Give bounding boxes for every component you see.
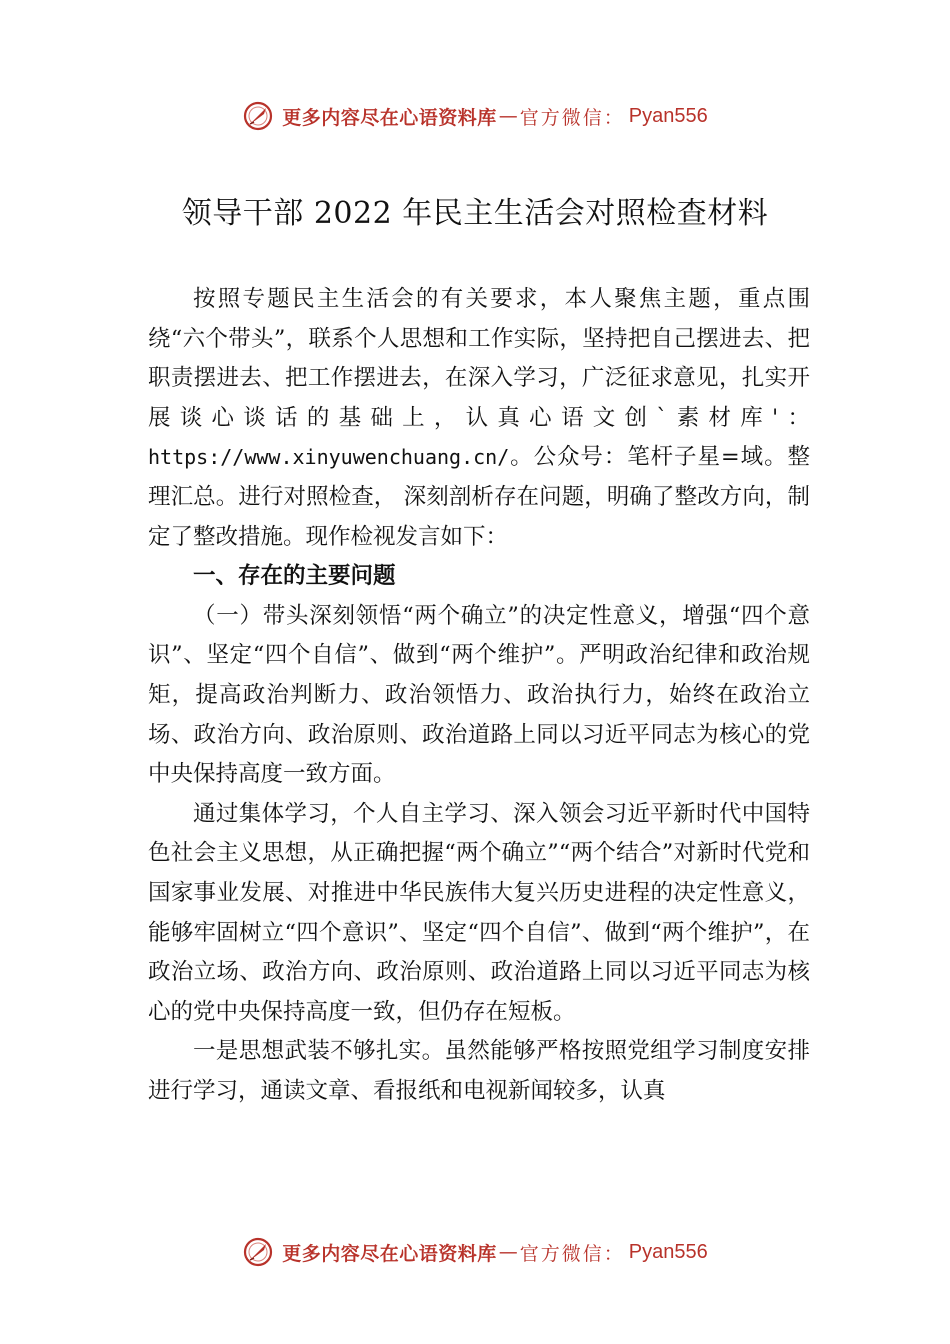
banner-wechat-account: Pyan556: [628, 1240, 708, 1263]
intro-text-b: 。公众号：笔杆子星=域。整理汇总。进行对照检查， 深刻剖析存在问题，明确了整改方向，制定了整改措施。现作检视发言如下：: [148, 444, 810, 550]
section-heading: 一、存在的主要问题: [193, 563, 396, 590]
intro-text-a: 按照专题民主生活会的有关要求，本人聚焦主题，重点围绕“六个带头”，联系个人思想和工作实际，坚持把自己摆进去、把职责摆进去、把工作摆进去，在深入学习，广泛征求意见，扎实开展谈心谈话的基础上，认真心语文创`素材库'：: [148, 286, 810, 431]
banner-wechat-label: 官方微信：: [519, 1242, 625, 1265]
banner-brand: 更多内容尽在心语资料库: [282, 1242, 497, 1265]
body-paragraph-3: 一是思想武装不够扎实。虽然能够严格按照党组学习制度安排进行学习，通读文章、看报纸和电视新闻较多，认真: [148, 1038, 810, 1104]
quill-logo-icon: [242, 100, 274, 132]
header-banner: [0, 96, 950, 136]
banner-dash: —: [498, 105, 518, 127]
document-title: 领导干部 2022 年民主生活会对照检查材料: [181, 196, 769, 231]
banner-wechat-label: 官方微信：: [519, 106, 625, 129]
intro-url: https://www.xinyuwenchuang.cn/: [148, 445, 510, 470]
document-body: [148, 280, 810, 1111]
footer-banner: [0, 1232, 950, 1272]
banner-brand: 更多内容尽在心语资料库: [282, 106, 497, 129]
banner-wechat-account: Pyan556: [628, 104, 708, 127]
intro-paragraph: [148, 280, 810, 557]
banner-dash: —: [498, 1241, 518, 1263]
subsection-paragraph: （一）带头深刻领悟“两个确立”的决定性意义，增强“四个意识”、坚定“四个自信”、做到“两个维护”。严明政治纪律和政治规矩，提高政治判断力、政治领悟力、政治执行力，始终在政治立场、政治方向、政治原则、政治道路上同以习近平同志为核心的党中央保持高度一致方面。: [148, 602, 810, 788]
body-paragraph-2: 通过集体学习，个人自主学习、深入领会习近平新时代中国特色社会主义思想，从正确把握“两个确立”“两个结合”对新时代党和国家事业发展、对推进中华民族伟大复兴历史进程的决定性意义，能够牢固树立“四个意识”、坚定“四个自信”、做到“两个维护”，在政治立场、政治方向、政治原则、政治道路上同以习近平同志为核心的党中央保持高度一致，但仍存在短板。: [148, 800, 810, 1025]
quill-logo-icon: [242, 1236, 274, 1268]
